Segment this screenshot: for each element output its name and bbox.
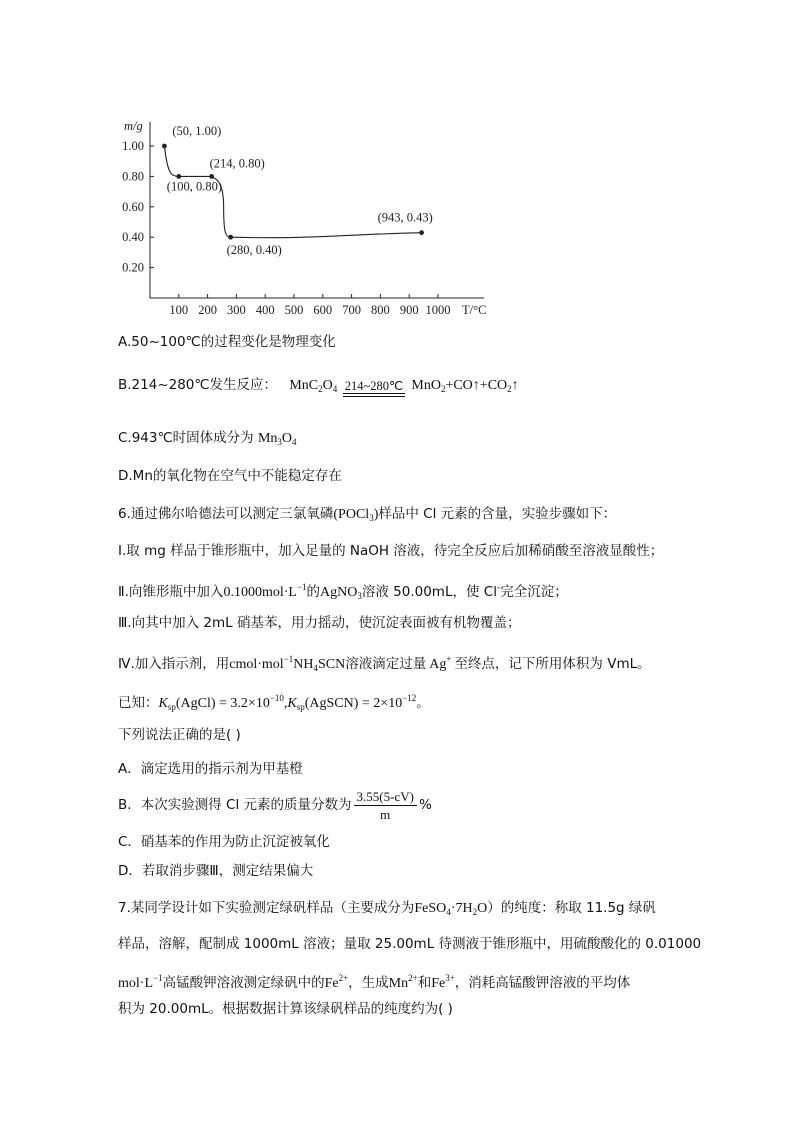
q6-b-fraction: $\frac{3.55(5-cV)}{m}$: [354, 788, 417, 823]
data-point-label: (943, 0.43): [377, 210, 433, 225]
mass-temperature-chart: [112, 110, 512, 320]
data-point: [228, 235, 233, 240]
q7-line-4: 积为 20.00mL。根据数据计算该绿矾样品的纯度约为( ): [118, 1001, 453, 1017]
q6-option-b: B．本次实验测得 Cl 元素的质量分数为 $\frac{3.55(5-cV)}{m}$ %: [118, 788, 432, 822]
x-tick-label: 900: [399, 303, 419, 317]
y-tick-label: 0.20: [122, 260, 144, 275]
data-point-label: (50, 1.00): [172, 124, 222, 138]
data-point: [176, 174, 181, 179]
q7-line-2: 样品，溶解，配制成 1000mL 溶液；量取 25.00mL 待测液于锥形瓶中，用硫酸酸化的 0.01000: [118, 936, 702, 952]
x-tick-label: 700: [342, 303, 361, 317]
q6-step-3: Ⅲ.向其中加入 2mL 硝基苯，用力摇动，使沉淀表面被有机物覆盖；: [118, 615, 521, 631]
q6-stem: 下列说法正确的是( ): [118, 727, 241, 743]
y-tick-label: 0.80: [122, 169, 144, 184]
x-tick-label: 600: [313, 303, 333, 317]
q7-line-3: $mol\cdot L^{-1}$高锰酸钾溶液测定绿矾中的$Fe^{2+}$，生成$Mn^{2+}$和$Fe^{3+}$，消耗高锰酸钾溶液的平均体: [118, 973, 631, 991]
x-tick-label: 300: [227, 303, 246, 317]
q5-b-condition: 214~280℃: [343, 379, 405, 397]
q7-line-1: 7.某同学设计如下实验测定绿矾样品（主要成分为$FeSO_4\cdot 7H_2O$）的纯度：称取 11.5g 绿矾: [118, 900, 656, 917]
x-tick-label: 100: [169, 303, 189, 317]
q5-option-d: D.Mn的氧化物在空气中不能稳定存在: [118, 468, 342, 484]
q6-known: 已知：$K_{sp}(AgCl)$ = $3.2\times 10^{-10},K_{sp}(AgSCN) = 2\times 10^{-12}$。: [118, 693, 430, 712]
q6-step-4: Ⅳ.加入指示剂，用$cmol\cdot mol^{-1}NH_4SCN$溶液滴定过量 Ag+ 至终点，记下所用体积为 VmL。: [118, 654, 651, 673]
q6-option-a: A．滴定选用的指示剂为甲基橙: [118, 761, 303, 777]
q5-option-a: A.50~100℃的过程变化是物理变化: [118, 334, 336, 350]
q5-b-product: MnO: [411, 378, 441, 393]
data-point: [419, 230, 424, 235]
q5-option-b: B.214~280℃发生反应： $MnC_2O_4$ 214~280℃ $MnO_2+CO↑+CO_2↑$: [118, 375, 519, 399]
data-point-label: (214, 0.80): [209, 156, 265, 171]
x-tick-label: 200: [198, 303, 217, 317]
q6-option-d: D．若取消步骤Ⅲ，测定结果偏大: [118, 863, 314, 879]
y-tick-label: 0.60: [122, 199, 144, 214]
y-axis-label: m/g: [124, 119, 143, 133]
x-tick-label: 500: [284, 303, 304, 317]
x-tick-label: 400: [255, 303, 275, 317]
x-tick-label: 1000: [425, 303, 451, 317]
data-point: [209, 174, 214, 179]
q5-b-prefix: B.214~280℃发生反应：: [118, 377, 278, 393]
q5-b-reactant: MnC: [289, 378, 319, 393]
data-point: [162, 144, 167, 149]
y-tick-label: 1.00: [122, 139, 144, 153]
data-point-label: (280, 0.40): [226, 243, 282, 258]
q6-option-c: C．硝基苯的作用为防止沉淀被氧化: [118, 834, 330, 850]
q5-c-formula: $Mn_3O_4$: [257, 431, 297, 447]
q6-intro: 6.通过佛尔哈德法可以测定三氯氧磷(POCl$_3$)样品中 Cl 元素的含量，实验步骤如下：: [118, 506, 617, 523]
x-tick-label: 800: [371, 303, 390, 317]
q6-step-1: Ⅰ.取 mg 样品于锥形瓶中，加入足量的 NaOH 溶液，待完全反应后加稀硝酸至溶液显酸性；: [118, 543, 664, 559]
y-tick-label: 0.40: [122, 230, 144, 245]
q5-option-c: C.943℃时固体成分为 $Mn_3O_4$: [118, 430, 297, 447]
x-axis-label: T/°C: [462, 303, 487, 317]
q6-step-2: Ⅱ.向锥形瓶中加入$0.1000mol\cdot L^{-1}$的AgNO$_3$溶液 50.00mL，使 Cl-完全沉淀；: [118, 582, 568, 601]
data-point-label: (100, 0.80): [166, 179, 223, 194]
